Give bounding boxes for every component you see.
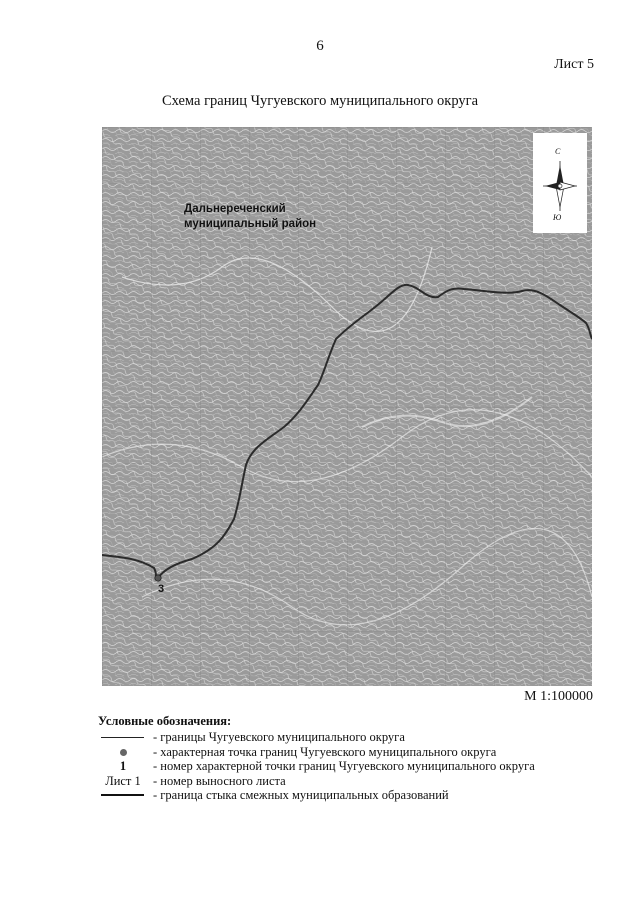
- legend-title: Условные обозначения:: [98, 714, 232, 728]
- legend-text: - номер характерной точки границ Чугуевского муниципального округа: [153, 759, 535, 773]
- point-number-symbol: 1: [119, 759, 127, 773]
- legend-row-point: [98, 745, 598, 760]
- thick-line-symbol: [98, 788, 148, 802]
- point-number-label: 3: [158, 583, 165, 595]
- sheet-number-symbol: Лист 1: [105, 773, 141, 788]
- legend-text: - номер выносного листа: [153, 773, 286, 788]
- legend-row-point-number: [98, 759, 598, 774]
- legend-row-junction: [98, 788, 598, 803]
- dot-symbol-icon: [98, 745, 148, 759]
- sheet-label: Лист 5: [554, 57, 594, 72]
- legend-row-boundary: [98, 730, 598, 745]
- district-label-line1: Дальнереченский: [184, 203, 286, 215]
- district-label-line2: муниципальный район: [184, 218, 317, 230]
- legend: [98, 714, 598, 803]
- legend-text: - границы Чугуевского муниципального округа: [153, 730, 405, 744]
- map-title: Схема границ Чугуевского муниципального округа: [161, 93, 479, 109]
- map-scale: М 1:100000: [524, 689, 593, 704]
- compass-south-label: Ю: [553, 213, 562, 222]
- thin-line-symbol: [98, 730, 148, 744]
- map-terrain: [102, 127, 592, 686]
- legend-row-sheet: [98, 774, 598, 789]
- topographic-map: [102, 127, 592, 686]
- legend-text: - граница стыка смежных муниципальных образований: [153, 788, 449, 802]
- compass-rose: [533, 133, 587, 233]
- legend-text: - характерная точка границ Чугуевского муниципального округа: [153, 744, 497, 759]
- characteristic-point: [155, 575, 161, 581]
- district-label: [184, 202, 316, 232]
- page-number: 6: [316, 38, 324, 54]
- compass-north-label: С: [555, 147, 561, 156]
